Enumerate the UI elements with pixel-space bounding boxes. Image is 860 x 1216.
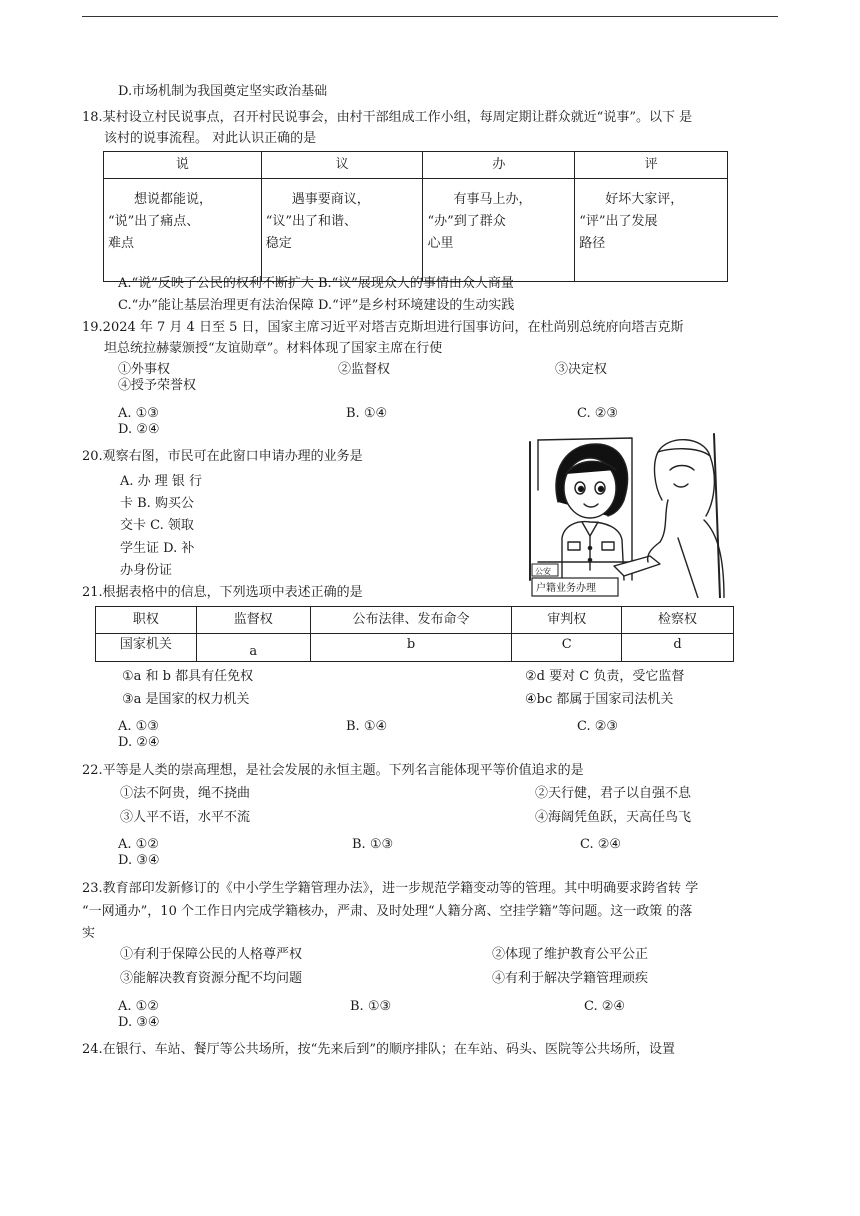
q23-item-3: ③能解决教育资源分配不均问题 <box>120 971 303 986</box>
q21-row-label: 国家机关 <box>96 634 197 662</box>
q21-cell-d: d <box>622 634 734 662</box>
q19-stem-line2: 坦总统拉赫蒙颁授“友谊勋章”。材料体现了国家主席在行使 <box>104 341 443 356</box>
q21-cell-c: C <box>512 634 622 662</box>
q19-item-4: ④授予荣誉权 <box>118 378 197 393</box>
q19-item-2: ②监督权 <box>338 362 391 377</box>
q21-header-judicial: 审判权 <box>512 607 622 634</box>
q18-stem-line1: 18.某村设立村民说事点，召开村民说事会，由村干部组成工作小组，每周定期让群众就近“说事”。以下 是 <box>82 110 693 125</box>
q21-item-1: ①a 和 b 都具有任免权 <box>122 669 254 684</box>
q18-options-cd: C.“办”能让基层治理更有法治保障 D.“评”是乡村环境建设的生动实践 <box>118 298 515 313</box>
q20-option-line4: 学生证 D. 补 <box>120 541 195 556</box>
window-badge-text: 公安 <box>535 567 551 576</box>
q18-header-shuo: 说 <box>104 152 262 179</box>
q21-item-2: ②d 要对 C 负责，受它监督 <box>525 669 685 684</box>
q19-option-c: C. ②③ <box>577 406 619 421</box>
q18-process-table <box>103 151 728 282</box>
q18-options-ab: A.“说”反映了公民的权利不断扩大 B.“议”展现众人的事情由众人商量 <box>118 276 514 291</box>
q22-stem: 22.平等是人类的崇高理想，是社会发展的永恒主题。下列名言能体现平等价值追求的是 <box>82 763 584 778</box>
q18-cell-yi-line2: “议”出了和谐、 <box>265 214 358 229</box>
q19-item-3: ③决定权 <box>555 362 608 377</box>
q18-header-ban: 办 <box>423 152 575 179</box>
q22-option-d: D. ③④ <box>118 853 160 868</box>
q22-option-b: B. ①③ <box>352 837 394 852</box>
header-rule <box>82 16 778 17</box>
q18-cell-shuo-line3: 难点 <box>108 236 135 251</box>
q21-option-d: D. ②④ <box>118 735 160 750</box>
q17-option-d: D.市场机制为我国奠定坚实政治基础 <box>118 84 328 99</box>
q21-item-4: ④bc 都属于国家司法机关 <box>525 692 674 707</box>
q23-option-a: A. ①② <box>118 999 159 1014</box>
q23-stem-line3: 实 <box>82 926 96 941</box>
q18-cell-ban-line2: “办”到了群众 <box>427 214 506 229</box>
service-window-illustration <box>528 430 728 598</box>
q21-power-table <box>95 606 734 662</box>
q21-stem: 21.根据表格中的信息，下列选项中表述正确的是 <box>82 585 363 600</box>
q18-cell-ping-line2: “评”出了发展 <box>579 214 658 229</box>
q18-cell-shuo-line2: “说”出了痛点、 <box>108 214 200 229</box>
q19-option-a: A. ①③ <box>118 406 159 421</box>
q24-stem: 24.在银行、车站、餐厅等公共场所，按“先来后到”的顺序排队；在车站、码头、医院等公共场所，设置 <box>82 1042 675 1057</box>
q19-item-1: ①外事权 <box>118 362 171 377</box>
q21-cell-b: b <box>310 634 512 662</box>
q23-item-4: ④有利于解决学籍管理顽疾 <box>492 971 649 986</box>
q23-item-1: ①有利于保障公民的人格尊严权 <box>120 947 303 962</box>
q18-header-yi: 议 <box>261 152 423 179</box>
q20-option-line3: 交卡 C. 领取 <box>120 518 194 533</box>
q23-option-d: D. ③④ <box>118 1015 160 1030</box>
q18-cell-ban-line1: 有事马上办， <box>453 192 532 207</box>
q21-option-b: B. ①④ <box>346 719 388 734</box>
q21-item-3: ③a 是国家的权力机关 <box>122 692 250 707</box>
q21-option-c: C. ②③ <box>577 719 619 734</box>
q22-item-3: ③人平不语，水平不流 <box>120 810 251 825</box>
q23-option-c: C. ②④ <box>584 999 626 1014</box>
q22-option-a: A. ①② <box>118 837 159 852</box>
q21-cell-a: a <box>196 634 310 662</box>
q20-option-line1: A. 办 理 银 行 <box>120 474 203 489</box>
q22-item-2: ②天行健，君子以自强不息 <box>535 786 692 801</box>
q20-option-line5: 办身份证 <box>120 563 173 578</box>
q22-option-c: C. ②④ <box>580 837 622 852</box>
q21-header-procuratorial: 检察权 <box>622 607 734 634</box>
q22-item-4: ④海阔凭鱼跃，天高任鸟飞 <box>535 810 692 825</box>
q18-cell-ban <box>423 179 575 282</box>
q21-header-supervision: 监督权 <box>196 607 310 634</box>
q21-header-promulgate: 公布法律、发布命令 <box>310 607 512 634</box>
q20-option-line2: 卡 B. 购买公 <box>120 496 194 511</box>
q18-cell-shuo-line1: 想说都能说， <box>134 192 213 207</box>
q18-header-ping: 评 <box>575 152 728 179</box>
q18-cell-ping <box>575 179 728 282</box>
q20-stem: 20.观察右图，市民可在此窗口申请办理的业务是 <box>82 449 363 464</box>
q18-cell-ping-line1: 好坏大家评， <box>605 192 684 207</box>
q21-option-a: A. ①③ <box>118 719 159 734</box>
q22-item-1: ①法不阿贵，绳不挠曲 <box>120 786 251 801</box>
q19-stem-line1: 19.2024 年 7 月 4 日至 5 日，国家主席习近平对塔吉克斯坦进行国事访问，在杜尚别总统府向塔吉克斯 <box>82 320 684 335</box>
q18-cell-yi-line1: 遇事要商议， <box>291 192 370 207</box>
q18-cell-shuo <box>104 179 262 282</box>
q18-cell-yi <box>261 179 423 282</box>
q18-stem-line2: 该村的说事流程。 对此认识正确的是 <box>104 131 317 146</box>
q23-stem-line2: “一网通办”，10 个工作日内完成学籍核办，严肃、及时处理“人籍分离、空挂学籍”等问题。这一政策 的落 <box>82 904 693 919</box>
q18-cell-ban-line3: 心里 <box>427 236 454 251</box>
q18-cell-yi-line3: 稳定 <box>265 236 292 251</box>
q23-option-b: B. ①③ <box>350 999 392 1014</box>
q18-cell-ping-line3: 路径 <box>579 236 606 251</box>
q19-option-d: D. ②④ <box>118 422 160 437</box>
q23-stem-line1: 23.教育部印发新修订的《中小学生学籍管理办法》，进一步规范学籍变动等的管理。其中明确要求跨省转 学 <box>82 881 699 896</box>
window-sign-text: 户籍业务办理 <box>536 583 596 594</box>
q21-header-role: 职权 <box>96 607 197 634</box>
q23-item-2: ②体现了维护教育公平公正 <box>492 947 649 962</box>
q19-option-b: B. ①④ <box>346 406 388 421</box>
